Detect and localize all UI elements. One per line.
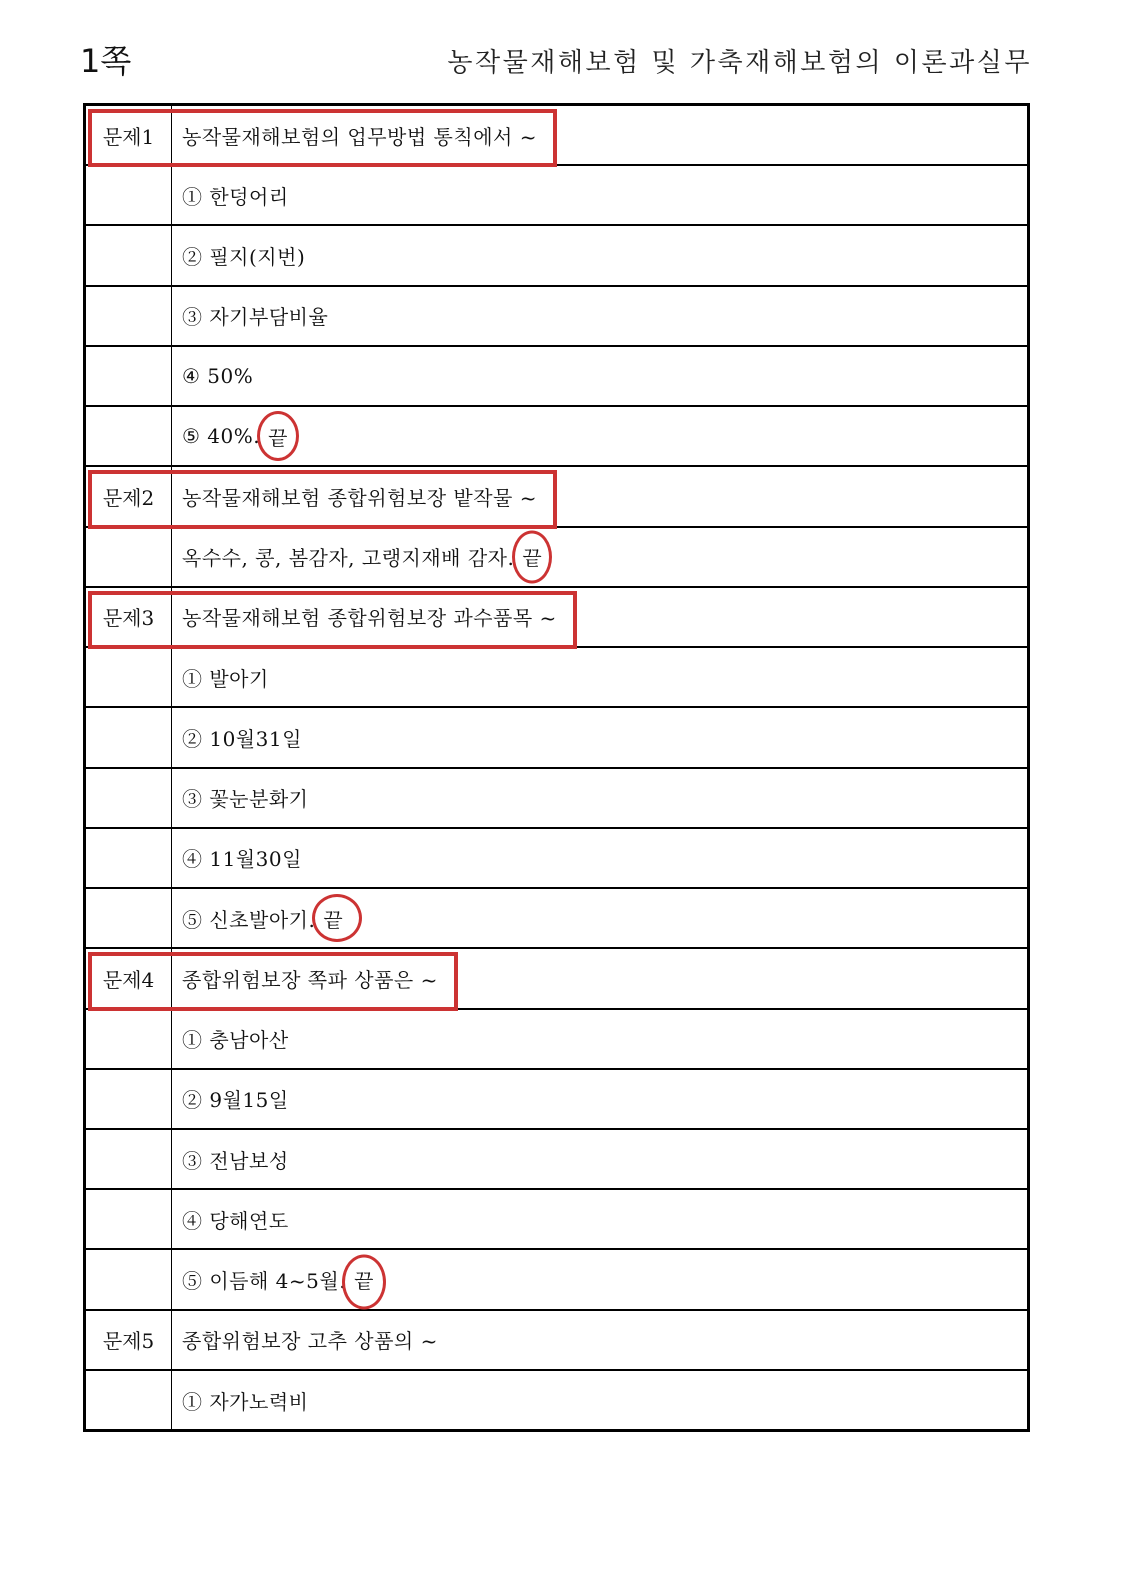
answer-row bbox=[86, 1008, 1027, 1068]
end-mark-text: 끝 bbox=[268, 425, 288, 450]
question-prompt-cell bbox=[172, 1311, 1027, 1369]
empty-label-cell bbox=[86, 829, 172, 887]
answer-text: ① 발아기 bbox=[182, 666, 269, 691]
answer-text: ③ 전남보성 bbox=[182, 1148, 289, 1173]
question-label-cell bbox=[86, 588, 172, 646]
answer-text: ② 10월31일 bbox=[182, 726, 302, 751]
empty-label-cell bbox=[86, 1130, 172, 1188]
answer-cell bbox=[172, 287, 1027, 345]
empty-label-cell bbox=[86, 1371, 172, 1429]
answer-row bbox=[86, 706, 1027, 766]
empty-label-cell bbox=[86, 1070, 172, 1128]
empty-label-cell bbox=[86, 708, 172, 766]
empty-label-cell bbox=[86, 287, 172, 345]
end-mark bbox=[323, 904, 343, 933]
answer-cell bbox=[172, 648, 1027, 706]
empty-label-cell bbox=[86, 226, 172, 284]
answer-row bbox=[86, 526, 1027, 586]
answer-text: ② 9월15일 bbox=[182, 1088, 289, 1113]
answer-text: ④ 당해연도 bbox=[182, 1208, 289, 1233]
question-row bbox=[86, 1309, 1027, 1369]
question-prompt-cell bbox=[172, 467, 1027, 525]
empty-label-cell bbox=[86, 769, 172, 827]
page-number: 1쪽 bbox=[80, 42, 132, 80]
answer-row bbox=[86, 345, 1027, 405]
answer-cell bbox=[172, 1070, 1027, 1128]
empty-label-cell bbox=[86, 1250, 172, 1308]
question-prompt: 농작물재해보험 종합위험보장 밭작물 ~ bbox=[182, 486, 537, 511]
answer-row bbox=[86, 1188, 1027, 1248]
question-label-cell bbox=[86, 467, 172, 525]
answer-cell bbox=[172, 829, 1027, 887]
question-prompt-cell bbox=[172, 588, 1027, 646]
answer-row bbox=[86, 164, 1027, 224]
answer-cell bbox=[172, 226, 1027, 284]
empty-label-cell bbox=[86, 1190, 172, 1248]
answer-text: ① 충남아산 bbox=[182, 1028, 289, 1053]
question-prompt: 농작물재해보험 종합위험보장 과수품목 ~ bbox=[182, 606, 557, 631]
answer-text: ③ 꽃눈분화기 bbox=[182, 787, 309, 812]
end-mark-text: 끝 bbox=[323, 907, 344, 932]
answer-cell bbox=[172, 1250, 1027, 1308]
answer-text: 옥수수, 콩, 봄감자, 고랭지재배 감자. bbox=[182, 546, 515, 571]
empty-label-cell bbox=[86, 1010, 172, 1068]
answer-cell bbox=[172, 1190, 1027, 1248]
empty-label-cell bbox=[86, 648, 172, 706]
answer-row bbox=[86, 1248, 1027, 1308]
answer-row bbox=[86, 224, 1027, 284]
end-mark-text: 끝 bbox=[354, 1269, 374, 1294]
answer-text: ⑤ 이듬해 4~5월. bbox=[182, 1269, 347, 1294]
empty-label-cell bbox=[86, 528, 172, 586]
question-label-cell bbox=[86, 949, 172, 1007]
question-prompt-cell bbox=[172, 106, 1027, 164]
answer-row bbox=[86, 646, 1027, 706]
question-label-cell bbox=[86, 106, 172, 164]
question-prompt-cell bbox=[172, 949, 1027, 1007]
question-number: 문제3 bbox=[102, 606, 155, 631]
question-row bbox=[86, 947, 1027, 1007]
answer-table bbox=[83, 103, 1030, 1432]
empty-label-cell bbox=[86, 407, 172, 465]
question-number: 문제5 bbox=[102, 1329, 155, 1354]
question-number: 문제2 bbox=[102, 486, 155, 511]
question-number: 문제1 bbox=[102, 124, 155, 149]
question-prompt: 농작물재해보험의 업무방법 통칙에서 ~ bbox=[182, 124, 537, 149]
answer-text: ⑤ 신초발아기. bbox=[182, 907, 316, 932]
answer-cell bbox=[172, 1130, 1027, 1188]
answer-text: ① 자가노력비 bbox=[182, 1389, 309, 1414]
answer-row bbox=[86, 827, 1027, 887]
answer-row bbox=[86, 405, 1027, 465]
end-mark-text: 끝 bbox=[522, 546, 543, 571]
answer-cell bbox=[172, 889, 1027, 947]
answer-row bbox=[86, 285, 1027, 345]
question-row bbox=[86, 586, 1027, 646]
end-mark bbox=[522, 542, 542, 571]
question-prompt: 종합위험보장 고추 상품의 ~ bbox=[182, 1329, 438, 1354]
answer-cell bbox=[172, 166, 1027, 224]
answer-text: ① 한덩어리 bbox=[182, 184, 289, 209]
question-row bbox=[86, 106, 1027, 164]
answer-row bbox=[86, 1369, 1027, 1429]
question-prompt: 종합위험보장 쪽파 상품은 ~ bbox=[182, 967, 438, 992]
answer-cell bbox=[172, 1371, 1027, 1429]
answer-cell bbox=[172, 347, 1027, 405]
document-title: 농작물재해보험 및 가축재해보험의 이론과실무 bbox=[447, 48, 1032, 78]
empty-label-cell bbox=[86, 889, 172, 947]
question-number: 문제4 bbox=[102, 967, 155, 992]
question-label-cell bbox=[86, 1311, 172, 1369]
answer-cell bbox=[172, 708, 1027, 766]
answer-cell bbox=[172, 528, 1027, 586]
answer-text: ② 필지(지번) bbox=[182, 245, 306, 270]
empty-label-cell bbox=[86, 166, 172, 224]
answer-text: ⑤ 40%. bbox=[182, 424, 261, 449]
answer-row bbox=[86, 767, 1027, 827]
question-row bbox=[86, 465, 1027, 525]
end-mark bbox=[354, 1265, 374, 1294]
answer-cell bbox=[172, 407, 1027, 465]
empty-label-cell bbox=[86, 347, 172, 405]
end-mark bbox=[268, 422, 288, 451]
answer-row bbox=[86, 1128, 1027, 1188]
answer-row bbox=[86, 1068, 1027, 1128]
answer-text: ③ 자기부담비율 bbox=[182, 305, 329, 330]
answer-row bbox=[86, 887, 1027, 947]
answer-cell bbox=[172, 1010, 1027, 1068]
answer-text: ④ 11월30일 bbox=[182, 847, 302, 872]
answer-text: ④ 50% bbox=[182, 364, 254, 389]
answer-cell bbox=[172, 769, 1027, 827]
